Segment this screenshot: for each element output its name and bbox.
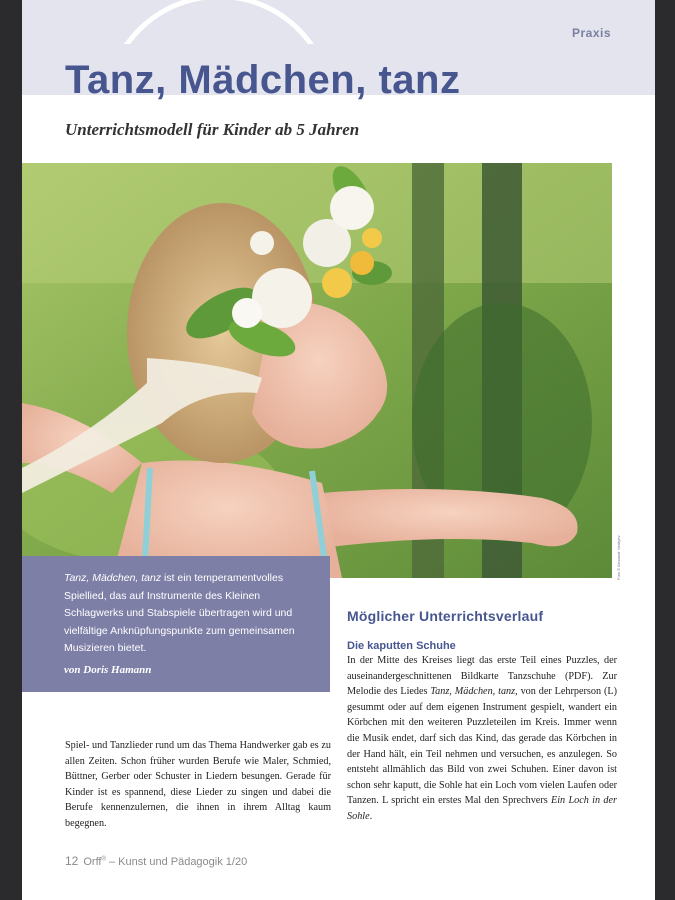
sub-heading: Die kaputten Schuhe [347, 640, 456, 652]
hero-photo-illustration [22, 163, 612, 578]
article-title: Tanz, Mädchen, tanz [65, 58, 461, 102]
lead-box [22, 556, 330, 692]
article-paragraph: In der Mitte des Kreises liegt das erste Teil eines Puzzles, der auseinandergeschnittenen Bildkarte Tanzschuhe (PDF). Zur Melodie des Liedes Tanz, Mädchen, tanz, von der Lehrperson (L) gesummt oder auf dem eigenen Instrument gespielt, wandert ein Körbchen mit den weiteren Puzzleteilen im Kreis. Immer wenn die Musik endet, darf sich das Kind, das gerade das Körbchen in der Hand hält, ein Teil nehmen und versuchen, es anzulegen. So entsteht allmählich das Bild von zwei Schuhen. Einer davon ist schon sehr kaputt, die Sohle hat ein Loch vom vielen Laufen oder Tanzen. L spricht ein erstes Mal den Sprechvers Ein Loch in der Sohle. [347, 655, 617, 822]
section-heading: Möglicher Unterrichtsverlauf [347, 608, 544, 624]
footer-publication: – Kunst und Pädagogik 1/20 [105, 856, 248, 868]
footer-brand: Orff [83, 856, 102, 868]
page-number: 12 [65, 854, 79, 868]
brand-mark: ® [101, 856, 106, 863]
intro-paragraph: Spiel- und Tanzlieder rund um das Thema Handwerker gab es zu allen Zeiten. Schon früher wurden Berufe wie Maler, Schmied, Büttner, Gerber oder Schuster in Liedern besungen. Gerade für Kinder ist es spannend, diese Lieder zu singen und dabei die Berufe kennenzulernen, die ihnen in ihrem Alltag kaum begegnen. [65, 740, 331, 829]
page-footer [65, 854, 247, 868]
article-subtitle: Unterrichtsmodell für Kinder ab 5 Jahren [65, 120, 360, 139]
article-column [347, 608, 617, 825]
hero-photo [22, 163, 612, 578]
author-byline: von Doris Hamann [64, 663, 152, 676]
lead-text [64, 570, 316, 658]
lead-title-italic: Tanz, Mädchen, tanz [64, 572, 162, 584]
lead-body: ist ein temperamentvolles Spiellied, das auf Instrumente des Kleinen Schlagwerks und Stabspiele übertragen wird und vielfältige Anknüpfungspunkte zum gemeinsamen Musizieren bietet. [64, 572, 295, 654]
photo-credit: Foto © Alexandr Vasilyev [616, 535, 621, 580]
magazine-page [22, 0, 655, 900]
section-label: Praxis [571, 26, 611, 40]
